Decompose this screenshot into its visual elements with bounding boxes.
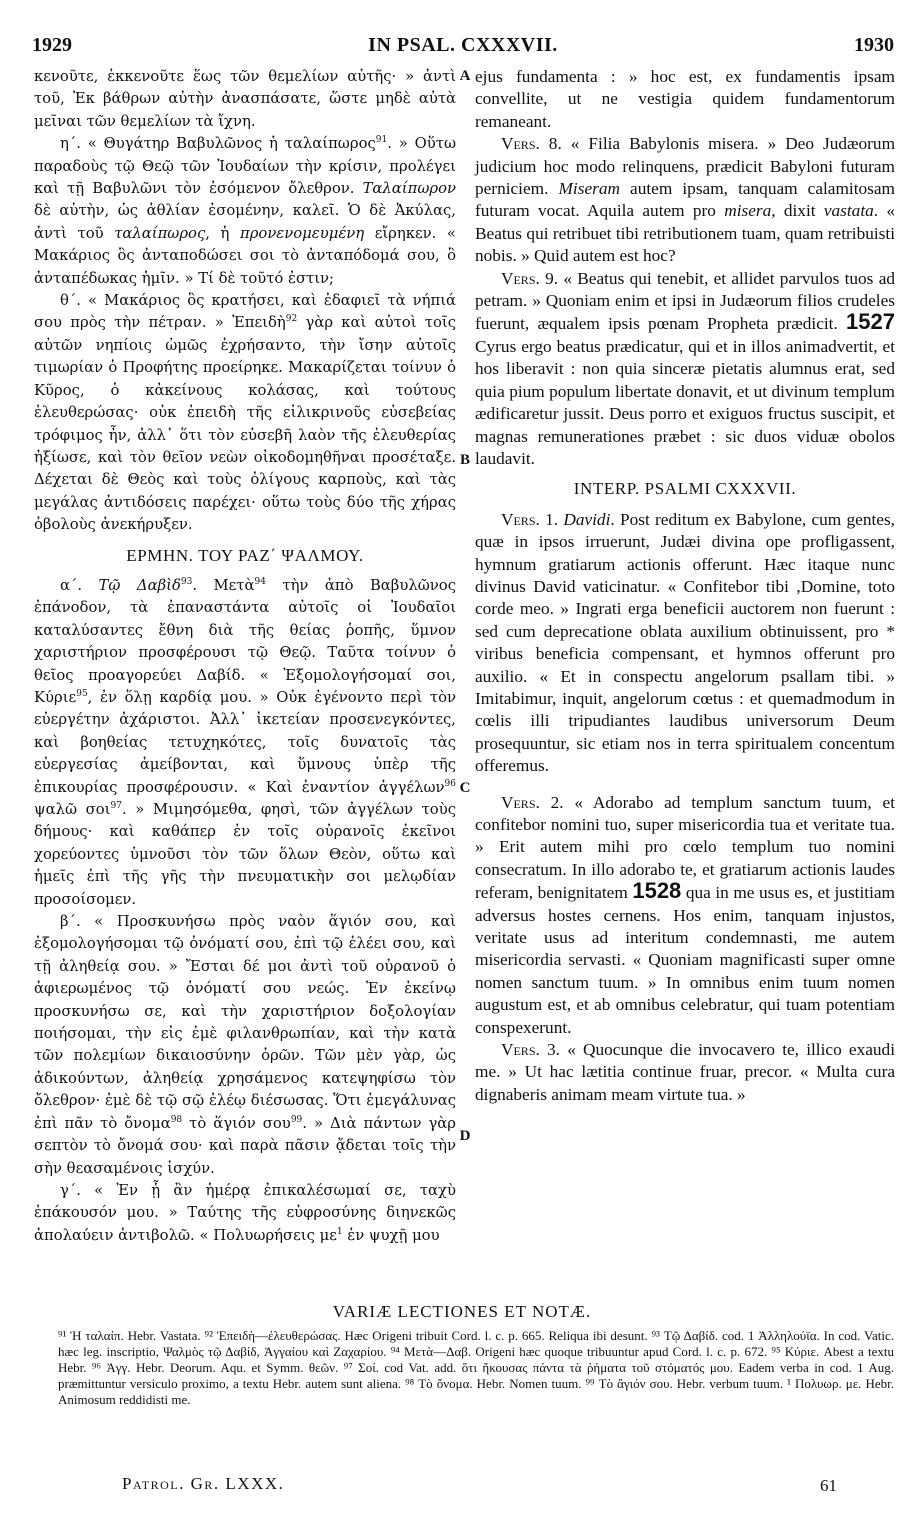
signature-number: 61	[820, 1476, 837, 1495]
greek-italic: ταλαίπωρος	[114, 224, 206, 242]
greek-text: , ἐν ὅλῃ καρδίᾳ μου. » Οὐκ ἐγένοντο περὶ τὸν εὐεργέτην ἀχάριστοι. Ἀλλ᾽ ἱκετείαν προσενεγκόντες, καὶ βοηθείας τετυχηκότες, τοῖς δυνατοῖς τὰς εὐεργεσίας ἀμείβονται, καὶ ὕμνους ὑπὲρ τῆς ἐπικουρίας προσφέρουσιν. « Καὶ ἐναντίον ἀγγέλων	[34, 688, 456, 796]
running-head	[32, 34, 894, 60]
note-ref: 98	[170, 1114, 183, 1125]
latin-text: , dixit	[771, 201, 824, 221]
greek-text: γὰρ καὶ αὐτοὶ τοῖς αὐτῶν νηπίοις ὠμῶς ἐχρήσαντο, τὴν ἴσην αὐτοῖς τιμωρίαν ὁ Προφήτης προείρηκε. Μακαρίζεται τοίνυν ὁ Κῦρος, ὁ κἀκείνους κολάσας, καὶ τούτους ἐλευθερώσας· οὐκ ἐπειδὴ τῆς εἰλικρινοῦς εὐσεβείας τρόφιμος ἦν, ἀλλ᾽ ὅτι τὸν εὐσεβῆ λαὸν τῆς ἐλευθερίας ἠξίωσε, καὶ τὸν θεῖον νεὼν οἰκοδομηθῆναι προσέταξε. Δέχεται δὲ Θεὸς καὶ τοὺς ὀλίγους καρποὺς, καὶ τὰς μεγάλας ἀντιδόσεις παρέχει· οὕτω τοὺς δύο τῆς χήρας ὀβολοὺς ἀνεκήρυξεν.	[34, 314, 456, 534]
note-ref: 96	[444, 778, 456, 789]
note-ref: 92	[285, 314, 298, 325]
greek-text: . » Μιμησόμεθα, φησὶ, τῶν ἀγγέλων τοὺς δήμους· καὶ καθάπερ ἐν τοῖς οὐρανοῖς ἐκεῖνοι χορεύοντες ὑμνοῦσι τὸν τῶν ὅλων Θεὸν, οὕτω καὶ ἡμεῖς ἐπὶ τῆς γῆς τὴν πνευματικὴν σοι μελῳδίαν προσοίσομεν.	[34, 801, 457, 908]
margin-letter-a: A	[459, 68, 471, 84]
greek-italic: προνενομευμένη	[239, 224, 365, 242]
verse-label: Vers. 9.	[501, 268, 559, 288]
greek-italic: Ταλαίπωρον	[362, 180, 456, 198]
greek-text: δὲ αὐτὴν, ὡς ἀθλίαν ἐσομένην, καλεῖ. Ὁ δὲ Ἀκύλας, ἀντὶ τοῦ	[34, 202, 456, 242]
latin-paragraph	[475, 268, 895, 471]
greek-italic: Τῷ Δαβὶδ	[98, 576, 181, 594]
verse-label: Vers. 1.	[501, 509, 559, 529]
greek-text: η΄. « Θυγάτηρ Βαβυλῶνος ἡ ταλαίπωρος	[60, 135, 376, 153]
verse-label: Vers. 2.	[501, 792, 564, 812]
latin-text: « Adorabo ad templum sanctum tuum, et confitebor nomini tuo, super misericordia tua et veritate tua. » Erit autem mihi pro cœlo templum tuo nomini consecratum. In illo adorabo te, et gratiarum actionis laudes referam, benignitatem	[475, 792, 895, 903]
margin-letter-d: D	[459, 1128, 471, 1144]
latin-italic: Miseram	[558, 179, 620, 199]
latin-paragraph	[475, 509, 895, 778]
note-ref: 95	[76, 689, 88, 700]
latin-italic: vastata	[823, 201, 874, 221]
greek-paragraph	[34, 133, 456, 290]
greek-text: . » Διὰ πάντων γὰρ σεπτὸν τὸ ὄνομά σου· καὶ παρὰ πᾶσιν ᾄδεται τοῖς τὴν σὴν θεασαμένοις ἰσχύν.	[34, 1114, 456, 1177]
greek-text: κενοῦτε, ἐκκενοῦτε ἕως τῶν θεμελίων αὐτῆς· » ἀντὶ τοῦ, Ἐκ βάθρων αὐτὴν ἀνασπάσατε, ὥστε μηδὲ αὐτὰ μεῖναι τῶν θεμελίων τὰ ἴχνη.	[34, 68, 456, 130]
verse-label: Vers. 3.	[501, 1040, 560, 1060]
volume-footer: Patrol. Gr. LXXX.	[122, 1474, 285, 1493]
margin-letter-b: B	[459, 452, 470, 468]
greek-text: β΄. « Προσκυνήσω πρὸς ναὸν ἅγιόν σου, καὶ ἐξομολογήσομαι τῷ ὀνόματί σου, ἐπὶ τῷ ἐλέει σου, καὶ τῇ ἀληθείᾳ σου. » Ἔσται δέ μοι ἀντὶ τοῦ οὐρανοῦ ὁ ἀφιερωμένος τῷ ὀνόματί σου νεώς. Ἐν ἐκείνῳ προσκυνήσω σε, καὶ τὴν χαριστήριον δοξολογίαν ποιήσομαι, τὴν εἰς ἐμὲ φιλανθρωπίαν, καὶ τὴν κατὰ τῶν πολεμίων δικαιοσύνην ὁρῶν. Τῶν μὲν γὰρ, ὡς ἀδικούντων, ἀληθείᾳ χρησάμενος κατεψηφίσω τὸν ὄλεθρον· ἐμὲ δὲ τῷ σῷ ἐλέῳ διέσωσας. Ὅτι ἐμεγάλυνας ἐπὶ πᾶν τὸ ὄνομα	[34, 913, 456, 1132]
greek-text: θ΄. « Μακάριος ὃς κρατήσει, καὶ ἐδαφιεῖ τὰ νήπιά σου πρὸς τὴν πέτραν. » Ἐπειδὴ	[34, 292, 456, 332]
note-ref: 97	[110, 801, 122, 812]
greek-column	[34, 66, 456, 1247]
latin-text: ejus fundamenta : » hoc est, ex fundamentis ipsam convellite, ut ne vestigia quidem fundamentorum remaneant.	[475, 67, 895, 131]
greek-text: τὴν ἀπὸ Βαβυλῶνος ἐπάνοδον, τὰ ἐπαναστάντα αὐτοῖς οἱ Ἰουδαῖοι καταλύσαντες ἔθνη διὰ τῆς θείας ῥοπῆς, ὕμνον χαριστήριον προσφέρουσι τῷ Θεῷ. Ταῦτα τοίνυν ὁ θεῖος προαγορεύει Δαβίδ. « Ἐξομολογήσομαί σοι, Κύριε	[34, 576, 456, 706]
verse-label: Vers. 8.	[501, 134, 562, 154]
latin-text: « Quocunque die invocavero te, illico exaudi me. » Ut hac lætitia continue fruar, precor. « Multa cura dignaberis animam meam virtute tua. »	[475, 1040, 895, 1104]
latin-text: autem ipsam, tanquam calamitosam futuram vocat. Aquila autem pro	[475, 179, 896, 221]
latin-text: . Post reditum ex Babylone, cum gentes, quæ in ipsos irruerunt, Judæi divina ope profligassent, hymnum gratiarum actionis offerunt. Hæc itaque nunc divinus David vaticinatur. « Confitebor tibi ,Domine, toto corde meo. » Ingrati erga beneficii auctorem non fuerunt : sed cum deprecatione oblata auxilium obtinuissent, pro * viribus beneficia compensant, et hymnos offerunt pro auxilio. « Et in conspectu angelorum psallam tibi. » Imitabimur, inquit, angelorum cœtus : et quemadmodum in cœlis illi tripudiantes laudibus universorum Deum prosequuntur, sic etiam nos in terra spiritualem concentum offeremus.	[475, 509, 895, 776]
greek-paragraph	[34, 290, 456, 536]
greek-text: εἴρηκεν. « Μακάριος ὃς ἀνταποδώσει σοι τὸ ἀνταπόδομά σου, ὃ ἀνταπέδωκας ἡμῖν. » Τί δὲ τοῦτό ἐστιν;	[34, 224, 456, 287]
latin-paragraph	[475, 792, 895, 1039]
notes-title: VARIÆ LECTIONES ET NOTÆ.	[332, 1302, 592, 1321]
greek-paragraph	[34, 575, 456, 911]
latin-italic: Davidi	[563, 509, 611, 529]
greek-paragraph	[34, 66, 456, 133]
latin-column	[475, 66, 895, 1106]
latin-text: qua in me usus es, et justitiam adversus hostes cernens. Hos enim, tanquam injustos, veritate usus ad interitum condemnasti, me autem misericordia servasti. « Quoniam magnificasti super omne nomen sanctum tuum. » In omnibus enim tuum nomen augustum est, et ab omnibus celebratur, qui tuam potentiam conspexerunt.	[475, 883, 895, 1037]
latin-section-title: INTERP. PSALMI CXXXVII.	[573, 479, 797, 499]
greek-text: . Μετὰ	[192, 576, 255, 594]
latin-paragraph	[475, 66, 895, 133]
greek-text: ψαλῶ σοι	[34, 801, 111, 818]
column-number-marker: 1527	[846, 309, 895, 335]
latin-italic: misera	[724, 201, 772, 221]
greek-paragraph	[34, 911, 456, 1180]
right-page-number: 1930	[854, 34, 894, 56]
note-ref: 1	[336, 1226, 343, 1237]
greek-text: ἐν ψυχῇ μου	[342, 1226, 440, 1244]
column-number-marker: 1528	[632, 878, 682, 904]
greek-text: α΄.	[60, 576, 99, 594]
greek-text: , ἡ	[205, 224, 240, 242]
latin-text: « Beatus qui tenebit, et allidet parvulos tuos ad petram. » Quoniam enim et ipsi in Judæorum filios crudeles fuerunt, æqualem ipsis pœnam Propheta prædicit.	[475, 268, 896, 334]
margin-letter-c: C	[459, 780, 471, 796]
latin-text: Cyrus ergo beatus prædicatur, qui et in illos animadvertit, et hos liberavit : non quia sinceræ pietatis alumnus erat, sed quia pium populum libertate donavit, et ut divinum templum ædificaretur jussit. Deus porro et exiguos fructus suscipit, et magnas remunerationes præbet : sic duos viduæ obolos laudavit.	[475, 336, 895, 468]
page-title: IN PSAL. CXXXVII.	[368, 34, 558, 56]
notes-block	[58, 1328, 894, 1408]
note-ref: 93	[180, 577, 193, 588]
note-ref: 94	[254, 577, 266, 588]
note-ref: 99	[290, 1114, 303, 1125]
notes-text: ⁹¹ Ἡ ταλαίπ. Hebr. Vastata. ⁹² Ἐπειδὴ—ἐλευθερώσας. Hæc Origeni tribuit Cord. l. c. p. 665. Reliqua ibi desunt. ⁹³ Τῷ Δαβίδ. cod. 1 Ἀλληλούϊα. In cod. Vatic. hæc leg. inscriptio, Ψαλμὸς τῷ Δαβίδ, Ἀγγαίου καὶ Ζαχαρίου. ⁹⁴ Μετὰ—Δαβ. Origeni hæc quoque tribuuntur apud Cord. l. c. p. 672. ⁹⁵ Κύριε. Abest a textu Hebr. ⁹⁶ Ἀγγ. Hebr. Deorum. Aqu. et Symm. θεῶν. ⁹⁷ Σοί. cod Vat. add. ὅτι ἤκουσας πάντα τὰ ῥήματα τοῦ στόματός μου. Eadem verba in cod. 1 Aug. præmittuntur versiculo proximo, a textu Hebr. autem sunt aliena. ⁹⁸ Τὸ ὄνομα. Hebr. Nomen tuum. ⁹⁹ Τὸ ἅγιόν σου. Hebr. verbum tuum. ¹ Πολυωρ. με. Hebr. Animosum reddidisti me.	[58, 1328, 894, 1407]
greek-text: . » Οὕτω παραδοὺς τῷ Θεῷ τῶν Ἰουδαίων τὴν κρίσιν, προλέγει καὶ τῇ Βαβυλῶνι τὸν ἐσόμενον ὄλεθρον.	[34, 135, 457, 198]
latin-text: « Filia Babylonis misera. » Deo Judæorum judicium hoc modo relinquens, prædicit Babyloni futuram perniciem.	[475, 134, 896, 199]
greek-section-title: ΕΡΜΗΝ. ΤΟΥ ΡΑΖ΄ ΨΑΛΜΟΥ.	[126, 545, 364, 565]
greek-text: γ΄. « Ἐν ᾗ ἂν ἡμέρᾳ ἐπικαλέσωμαί σε, ταχὺ ἐπάκουσόν μου. » Ταύτης τῆς εὐφροσύνης διηνεκῶς ἀπολαύειν ἀντιβολῶ. « Πολυωρήσεις με	[34, 1181, 456, 1244]
note-ref: 91	[375, 135, 388, 146]
greek-text: τὸ ἅγιόν σου	[182, 1114, 291, 1132]
latin-paragraph	[475, 133, 895, 267]
latin-paragraph	[475, 1039, 895, 1106]
left-page-number: 1929	[32, 34, 72, 56]
latin-text: . « Beatus qui retribuet tibi retributionem tuam, quam retribuisti nobis. » Quid autem est hoc?	[475, 201, 896, 266]
greek-paragraph	[34, 1180, 456, 1247]
